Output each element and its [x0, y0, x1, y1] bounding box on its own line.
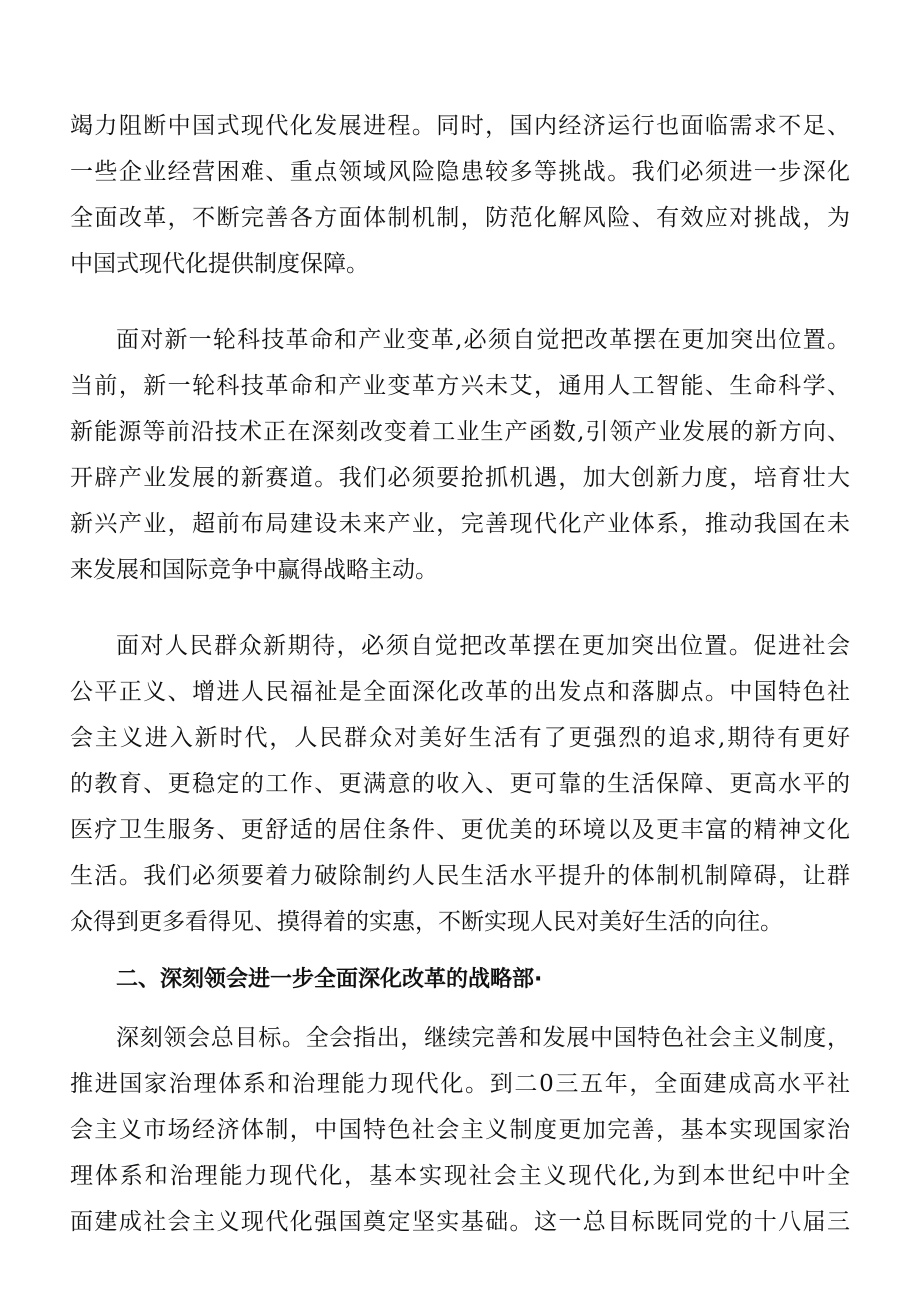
text-line: 会主义进入新时代，人民群众对美好生活有了更强烈的追求,期待有更好 — [70, 725, 850, 751]
text-line: 理体系和治理能力现代化，基本实现社会主义现代化,为到本世纪中叶全 — [70, 1163, 850, 1189]
text-line: 深刻领会总目标。全会指出，继续完善和发展中国特色社会主义制度， — [116, 1025, 850, 1051]
text-line: 医疗卫生服务、更舒适的居住条件、更优美的环境以及更丰富的精神文化 — [70, 817, 850, 843]
text-line: 公平正义、增进人民福祉是全面深化改革的出发点和落脚点。中国特色社 — [70, 679, 850, 705]
paragraph-gap — [70, 287, 850, 317]
text-line: 当前，新一轮科技革命和产业变革方兴未艾，通用人工智能、生命科学、 — [70, 373, 850, 399]
text-line: 的教育、更稳定的工作、更满意的收入、更可靠的生活保障、更高水平的 — [70, 771, 850, 797]
text-line: 众得到更多看得见、摸得着的实惠，不断实现人民对美好生活的向往。 — [70, 909, 783, 935]
paragraph-4 — [70, 1015, 850, 1245]
text-line: 会主义市场经济体制，中国特色社会主义制度更加完善，基本实现国家治 — [70, 1117, 850, 1143]
text-line: 中国式现代化提供制度保障。 — [70, 251, 369, 277]
text-line: 开辟产业发展的新赛道。我们必须要抢抓机遇，加大创新力度，培育壮大 — [70, 465, 850, 491]
section-heading: 二、深刻领会进一步全面深化改革的战略部· — [116, 967, 543, 992]
paragraph-gap — [70, 593, 850, 623]
text-line: 面对人民群众新期待，必须自觉把改革摆在更加突出位置。促进社会 — [116, 633, 850, 659]
paragraph-3 — [70, 623, 850, 945]
text-line: 一些企业经营困难、重点领域风险隐患较多等挑战。我们必须进一步深化 — [70, 159, 850, 185]
paragraph-gap — [70, 1003, 850, 1015]
text-line: 面建成社会主义现代化强国奠定坚实基础。这一总目标既同党的十八届三 — [70, 1209, 850, 1235]
text-line: 推进国家治理体系和治理能力现代化。到二0三五年，全面建成高水平社 — [70, 1071, 850, 1097]
text-line: 新兴产业，超前布局建设未来产业，完善现代化产业体系，推动我国在未 — [70, 511, 850, 537]
text-line: 面对新一轮科技革命和产业变革,必须自觉把改革摆在更加突出位置。 — [116, 327, 850, 353]
paragraph-1 — [70, 103, 850, 287]
text-line: 生活。我们必须要着力破除制约人民生活水平提升的体制机制障碍，让群 — [70, 863, 850, 889]
text-line: 全面改革，不断完善各方面体制机制，防范化解风险、有效应对挑战，为 — [70, 205, 850, 231]
paragraph-gap — [70, 945, 850, 957]
text-line: 来发展和国际竞争中赢得战略主动。 — [70, 557, 438, 583]
paragraph-2 — [70, 317, 850, 593]
text-line: 新能源等前沿技术正在深刻改变着工业生产函数,引领产业发展的新方向、 — [70, 419, 850, 445]
text-line: 竭力阻断中国式现代化发展进程。同时，国内经济运行也面临需求不足、 — [70, 113, 850, 139]
